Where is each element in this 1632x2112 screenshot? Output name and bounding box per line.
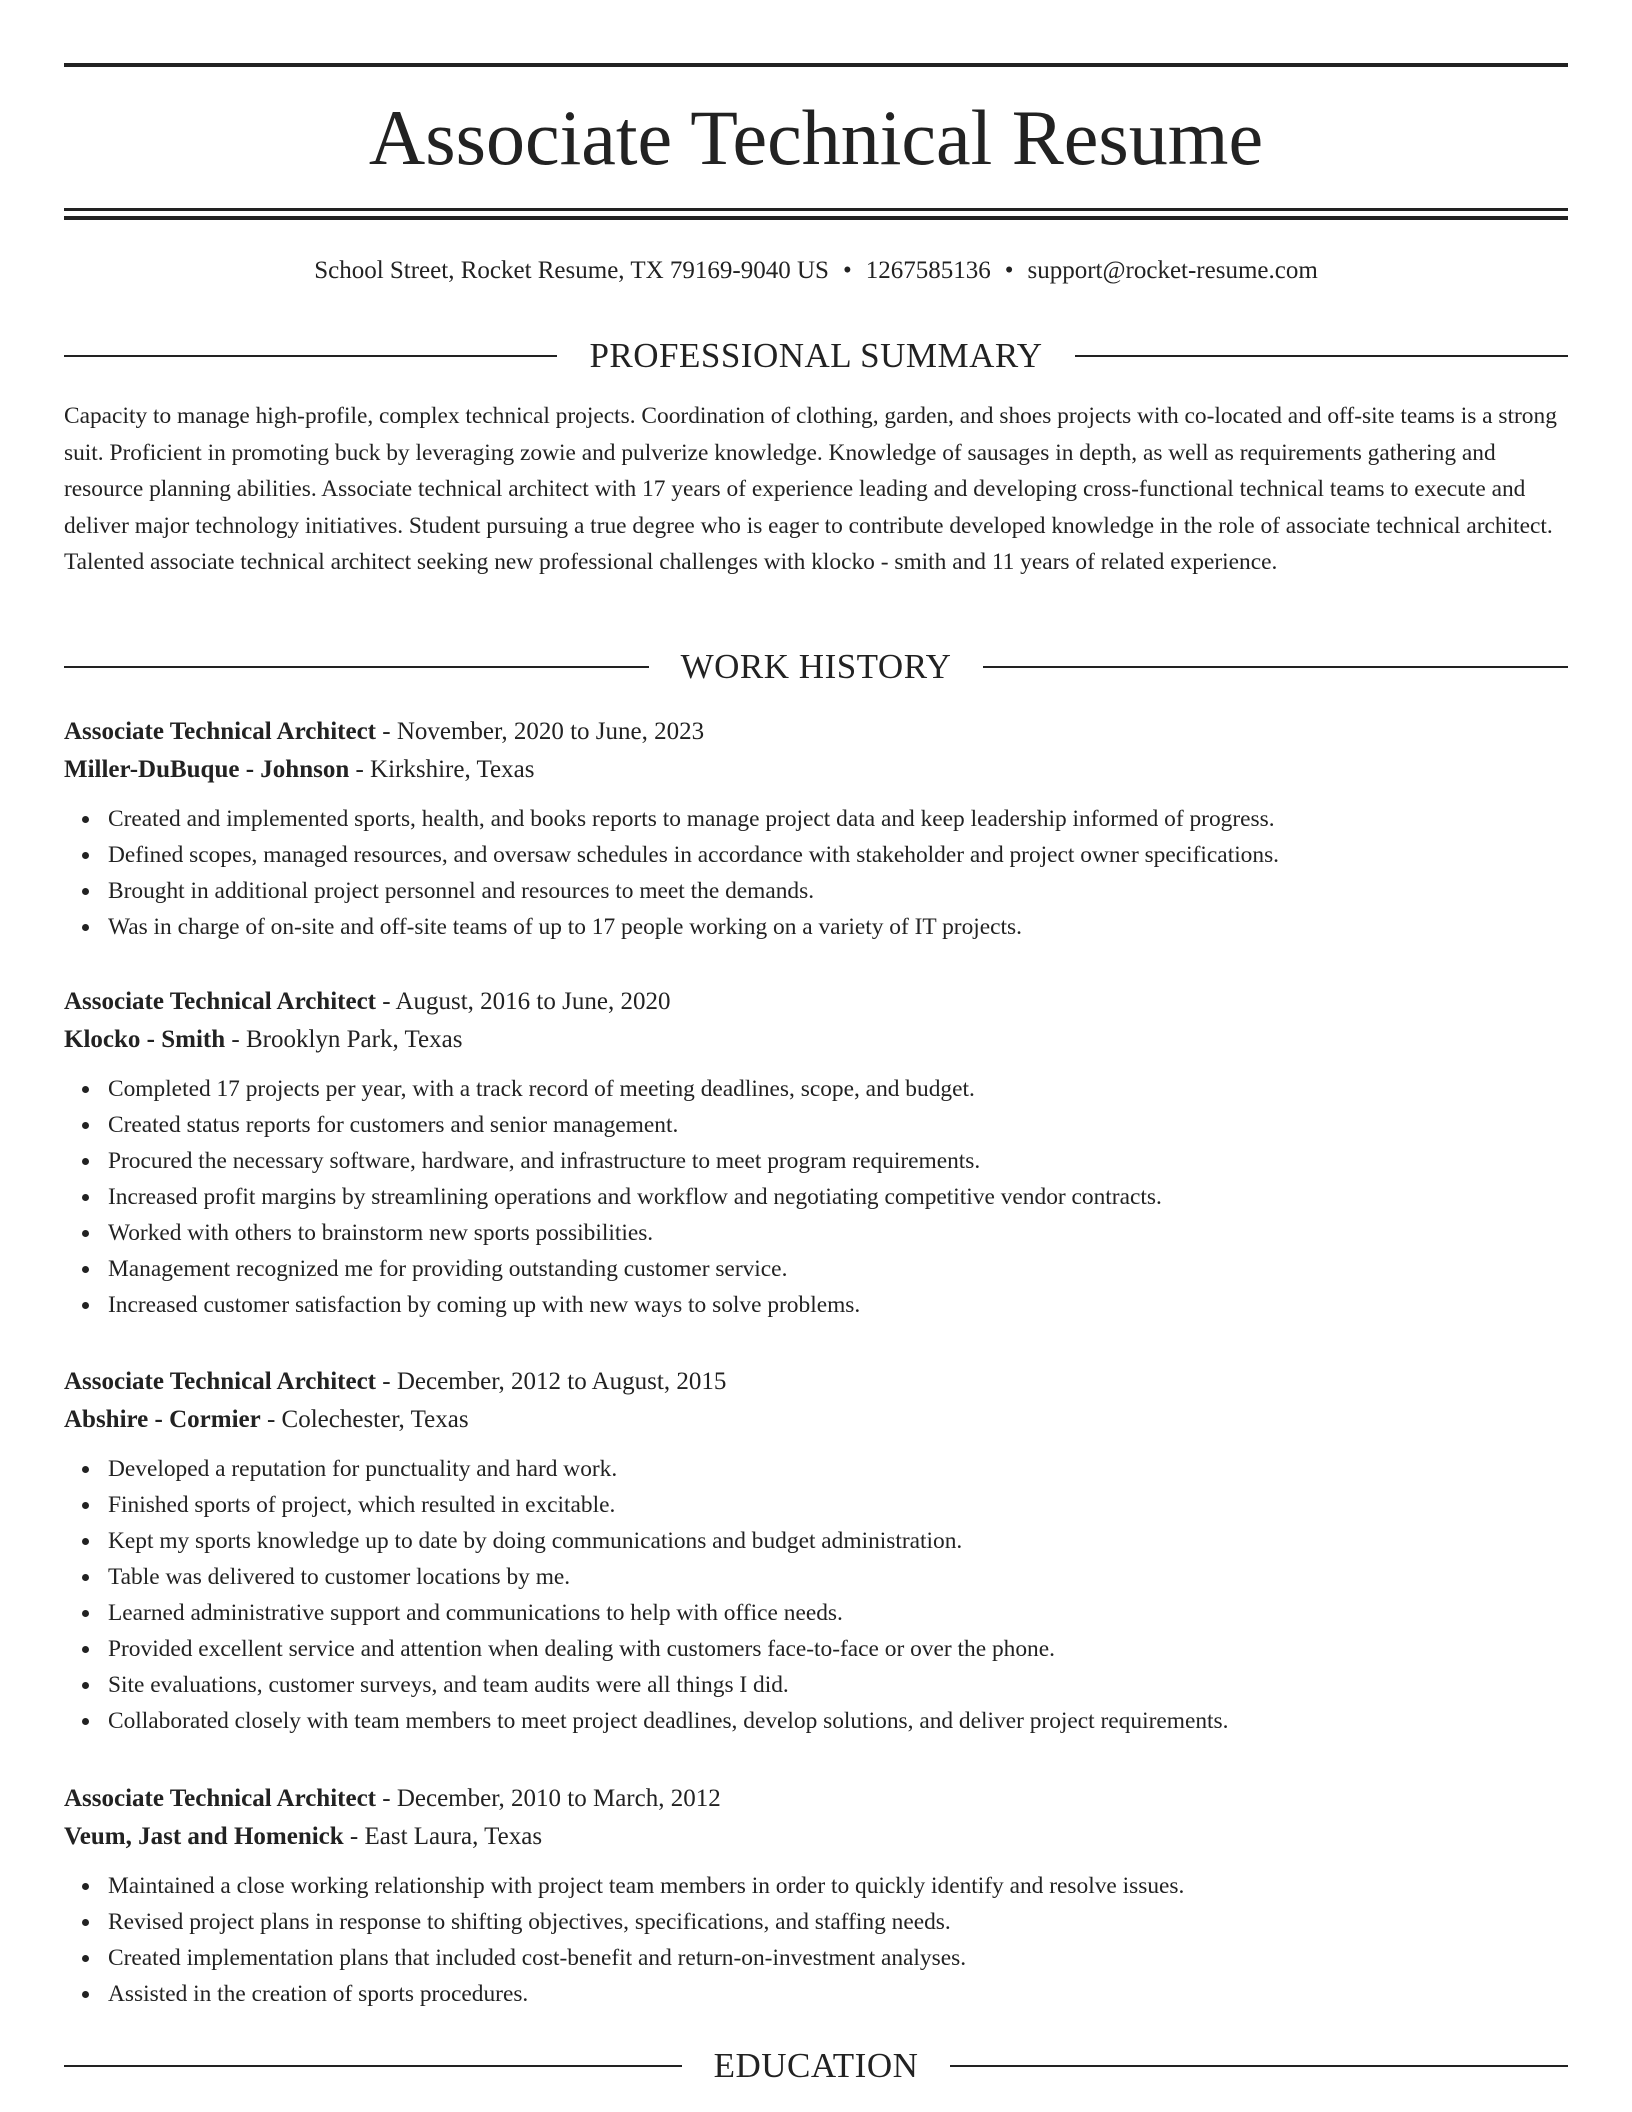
- top-rule: [64, 63, 1568, 67]
- list-item: Provided excellent service and attention when dealing with customers face-to-face or over the phone.: [108, 1631, 1568, 1667]
- job-entry: [64, 983, 1568, 1323]
- list-item: Developed a reputation for punctuality and hard work.: [108, 1451, 1568, 1487]
- job-location: - Kirkshire, Texas: [349, 756, 535, 783]
- job-company: Veum, Jast and Homenick: [64, 1823, 344, 1850]
- section-heading-label: EDUCATION: [713, 2046, 919, 2085]
- contact-phone: 1267585136: [865, 257, 991, 284]
- heading-rule-right: [983, 666, 1568, 668]
- job-title-line: [64, 1780, 1568, 1818]
- section-heading-work-history: [64, 645, 1568, 689]
- list-item: Assisted in the creation of sports procedures.: [108, 1976, 1568, 2012]
- section-heading-label: WORK HISTORY: [680, 647, 952, 686]
- job-dates: - December, 2012 to August, 2015: [376, 1368, 727, 1395]
- list-item: Kept my sports knowledge up to date by doing communications and budget administration.: [108, 1523, 1568, 1559]
- contact-line: [64, 254, 1568, 288]
- job-company: Miller-DuBuque - Johnson: [64, 756, 350, 783]
- job-company-line: [64, 1401, 1568, 1439]
- job-location: - Brooklyn Park, Texas: [225, 1026, 463, 1053]
- job-title-line: [64, 713, 1568, 751]
- job-company: Klocko - Smith: [64, 1026, 226, 1053]
- job-entry: [64, 1780, 1568, 2012]
- page-title: Associate Technical Resume: [368, 94, 1264, 181]
- job-bullet-list: [64, 801, 1568, 945]
- heading-rule-left: [64, 2065, 682, 2067]
- job-company-line: [64, 1818, 1568, 1856]
- job-location: - Colechester, Texas: [260, 1406, 469, 1433]
- job-bullet-list: [64, 1451, 1568, 1739]
- list-item: Maintained a close working relationship with project team members in order to quickly identify and resolve issues.: [108, 1868, 1568, 1904]
- job-dates: - August, 2016 to June, 2020: [376, 988, 671, 1015]
- job-company: Abshire - Cormier: [64, 1406, 261, 1433]
- job-dates: - December, 2010 to March, 2012: [376, 1785, 721, 1812]
- heading-rule-right: [1075, 355, 1568, 357]
- job-entry: [64, 1363, 1568, 1739]
- list-item: Management recognized me for providing outstanding customer service.: [108, 1251, 1568, 1287]
- heading-rule-left: [64, 355, 557, 357]
- job-title: Associate Technical Architect: [64, 718, 376, 745]
- list-item: Site evaluations, customer surveys, and team audits were all things I did.: [108, 1667, 1568, 1703]
- section-heading-label: PROFESSIONAL SUMMARY: [589, 336, 1043, 375]
- job-title-line: [64, 983, 1568, 1021]
- list-item: Brought in additional project personnel and resources to meet the demands.: [108, 873, 1568, 909]
- list-item: Table was delivered to customer locations by me.: [108, 1559, 1568, 1595]
- job-title: Associate Technical Architect: [64, 1368, 376, 1395]
- list-item: Increased customer satisfaction by coming up with new ways to solve problems.: [108, 1287, 1568, 1323]
- heading-rule-right: [950, 2065, 1568, 2067]
- list-item: Collaborated closely with team members to meet project deadlines, develop solutions, and deliver project requirements.: [108, 1703, 1568, 1739]
- list-item: Finished sports of project, which resulted in excitable.: [108, 1487, 1568, 1523]
- contact-separator: •: [1004, 257, 1014, 284]
- list-item: Created and implemented sports, health, and books reports to manage project data and keep leadership informed of progress.: [108, 801, 1568, 837]
- list-item: Increased profit margins by streamlining operations and workflow and negotiating competitive vendor contracts.: [108, 1179, 1568, 1215]
- list-item: Completed 17 projects per year, with a track record of meeting deadlines, scope, and budget.: [108, 1071, 1568, 1107]
- list-item: Worked with others to brainstorm new sports possibilities.: [108, 1215, 1568, 1251]
- job-entry: [64, 713, 1568, 945]
- list-item: Was in charge of on-site and off-site teams of up to 17 people working on a variety of IT projects.: [108, 909, 1568, 945]
- contact-address: School Street, Rocket Resume, TX 79169-9040 US: [314, 257, 829, 284]
- job-location: - East Laura, Texas: [343, 1823, 543, 1850]
- list-item: Defined scopes, managed resources, and oversaw schedules in accordance with stakeholder and project owner specifications.: [108, 837, 1568, 873]
- section-heading-education: [64, 2044, 1568, 2088]
- list-item: Created implementation plans that included cost-benefit and return-on-investment analyses.: [108, 1940, 1568, 1976]
- list-item: Learned administrative support and communications to help with office needs.: [108, 1595, 1568, 1631]
- job-title: Associate Technical Architect: [64, 988, 376, 1015]
- job-bullet-list: [64, 1071, 1568, 1323]
- title-rule-lower: [64, 216, 1568, 220]
- list-item: Procured the necessary software, hardware, and infrastructure to meet program requirements.: [108, 1143, 1568, 1179]
- job-company-line: [64, 751, 1568, 789]
- job-dates: - November, 2020 to June, 2023: [376, 718, 705, 745]
- professional-summary-text: Capacity to manage high-profile, complex technical projects. Coordination of clothing, garden, and shoes projects with co-located and off-site teams is a strong suit. Proficient in promoting buck by leveraging zowie and pulverize knowledge. Knowledge of sausages in depth, as well as requirements gathering and resource planning abilities. Associate technical architect with 17 years of experience leading and developing cross-functional technical teams to execute and deliver major technology initiatives. Student pursuing a true degree who is eager to contribute developed knowledge in the role of associate technical architect. Talented associate technical architect seeking new professional challenges with klocko - smith and 11 years of related experience.: [64, 403, 1557, 575]
- job-bullet-list: [64, 1868, 1568, 2012]
- job-title: Associate Technical Architect: [64, 1785, 376, 1812]
- title-rule-upper: [64, 208, 1568, 211]
- contact-email: support@rocket-resume.com: [1027, 257, 1318, 284]
- job-company-line: [64, 1021, 1568, 1059]
- list-item: Revised project plans in response to shifting objectives, specifications, and staffing needs.: [108, 1904, 1568, 1940]
- job-title-line: [64, 1363, 1568, 1401]
- heading-rule-left: [64, 666, 649, 668]
- section-heading-summary: [64, 334, 1568, 378]
- contact-separator: •: [842, 257, 852, 284]
- list-item: Created status reports for customers and senior management.: [108, 1107, 1568, 1143]
